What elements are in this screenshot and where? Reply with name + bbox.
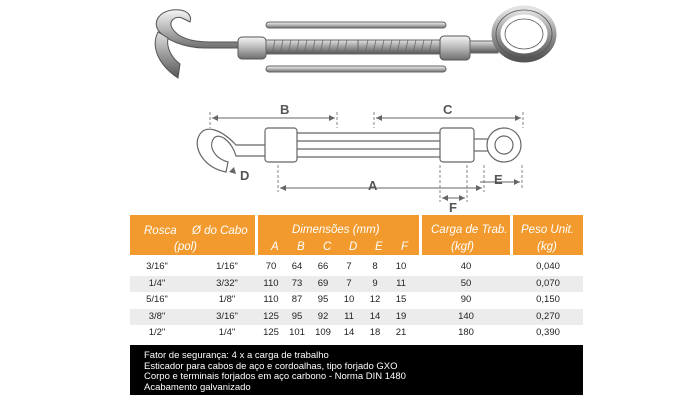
- label-d: D: [240, 168, 250, 183]
- cell-b: 73: [291, 277, 303, 289]
- cell-cabo: 1/4": [218, 327, 236, 338]
- notes-box: [130, 345, 583, 395]
- dimension-drawing: [0, 90, 690, 215]
- header-col-e: E: [375, 241, 383, 253]
- header-carga-label: Carga de Trab.: [431, 224, 508, 236]
- label-e: E: [494, 172, 503, 187]
- label-f: F: [449, 200, 457, 215]
- header-col-d: D: [349, 241, 358, 253]
- cell-e: 9: [372, 277, 378, 289]
- cell-peso: 0,040: [536, 261, 560, 272]
- label-c: C: [443, 102, 453, 117]
- cell-b: 87: [291, 294, 303, 305]
- header-col-a: A: [271, 241, 279, 253]
- cell-carga: 50: [460, 277, 472, 289]
- header-peso: [513, 215, 583, 255]
- header-dimensoes-label: Dimensões (mm): [292, 224, 380, 236]
- cell-peso: 0,070: [536, 277, 560, 289]
- cell-d: 10: [343, 294, 355, 305]
- cell-c: 92: [317, 310, 329, 322]
- cell-f: 10: [395, 261, 407, 272]
- cell-peso: 0,150: [536, 294, 560, 305]
- table-row: [130, 325, 583, 341]
- cell-a: 125: [263, 310, 279, 322]
- cell-carga: 40: [460, 261, 472, 272]
- cell-cabo: 1/8": [218, 294, 236, 305]
- cell-rosca: 3/16": [146, 261, 168, 272]
- cell-rosca: 1/2": [148, 327, 166, 338]
- cell-e: 18: [369, 327, 381, 338]
- cell-f: 11: [396, 277, 406, 289]
- label-a: A: [368, 178, 378, 193]
- cell-b: 101: [289, 327, 305, 338]
- cell-b: 95: [291, 310, 303, 322]
- cell-carga: 140: [458, 310, 474, 322]
- cell-a: 110: [263, 277, 279, 289]
- note-line: Acabamento galvanizado: [144, 381, 251, 393]
- cell-a: 70: [265, 261, 277, 272]
- header-dimensoes: [258, 215, 419, 255]
- table-row: [130, 259, 583, 275]
- cell-d: 14: [343, 327, 355, 338]
- cell-c: 69: [317, 277, 329, 289]
- cell-d: 7: [346, 277, 352, 289]
- cell-e: 12: [369, 294, 381, 305]
- cell-d: 7: [346, 261, 352, 272]
- note-line: Corpo e terminais forjados em aço carbono - Norma DIN 1480: [144, 371, 406, 382]
- cell-a: 125: [263, 327, 279, 338]
- header-rosca: Rosca: [144, 225, 177, 237]
- header-carga: [422, 215, 510, 255]
- cell-carga: 180: [458, 327, 474, 338]
- header-col-b: B: [297, 241, 305, 253]
- cell-rosca: 5/16": [146, 294, 168, 305]
- table-row: [130, 276, 583, 292]
- header-pol: (pol): [174, 241, 198, 253]
- header-kg: (kg): [537, 241, 557, 253]
- cell-cabo: 1/16": [216, 261, 238, 272]
- cell-e: 8: [372, 261, 378, 272]
- cell-rosca: 3/8": [148, 310, 166, 322]
- table-row: [130, 309, 583, 325]
- cell-d: 11: [344, 310, 354, 322]
- header-kgf: (kgf): [451, 241, 474, 253]
- cell-f: 19: [395, 310, 407, 322]
- header-cabo: Ø do Cabo: [192, 225, 248, 237]
- cell-c: 66: [317, 261, 329, 272]
- note-line: Fator de segurança: 4 x a carga de trabalho: [144, 350, 329, 361]
- cell-peso: 0,390: [536, 327, 560, 338]
- cell-c: 109: [315, 327, 331, 338]
- cell-peso: 0,270: [536, 310, 560, 322]
- turnbuckle-photo: [0, 0, 690, 90]
- header-col-f: F: [401, 241, 409, 253]
- cell-carga: 90: [460, 294, 472, 305]
- cell-a: 110: [263, 294, 279, 305]
- cell-rosca: 1/4": [148, 277, 166, 289]
- cell-c: 95: [317, 294, 329, 305]
- table-row: [130, 292, 583, 308]
- cell-f: 15: [395, 294, 407, 305]
- cell-e: 14: [369, 310, 381, 322]
- cell-cabo: 3/32": [216, 277, 238, 289]
- header-rosca-cabo: [130, 215, 255, 255]
- cell-cabo: 3/16": [216, 310, 238, 322]
- cell-b: 64: [291, 261, 303, 272]
- note-line: Esticador para cabos de aço e cordoalhas, tipo forjado GXO: [144, 360, 398, 372]
- label-b: B: [280, 102, 290, 117]
- header-peso-label: Peso Unit.: [521, 224, 575, 236]
- cell-f: 21: [395, 327, 407, 338]
- header-col-c: C: [323, 241, 332, 253]
